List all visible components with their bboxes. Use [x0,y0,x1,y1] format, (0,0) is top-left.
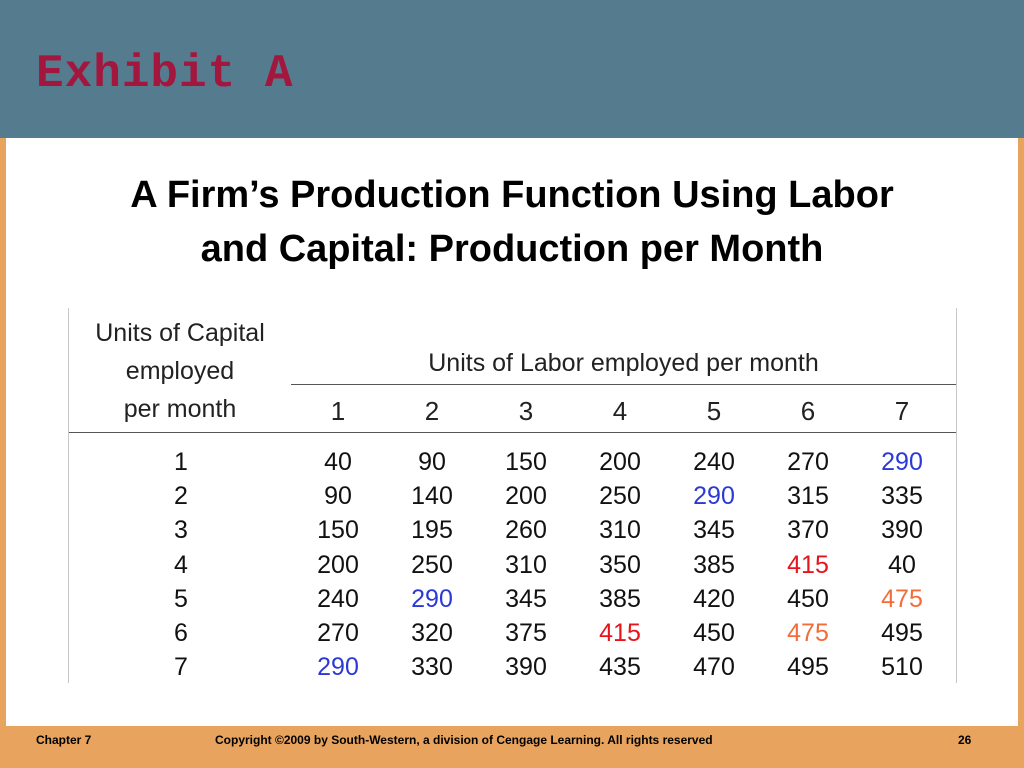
output-cell: 345 [505,584,547,613]
output-cell: 385 [693,550,735,579]
output-cell: 250 [599,482,641,511]
capital-unit-cell: 4 [174,550,188,579]
slide-title: Exhibit A [36,48,294,100]
output-cell: 40 [888,550,916,579]
output-cell: 90 [418,448,446,476]
output-cell: 270 [787,448,829,476]
labor-unit-header: 7 [894,396,910,426]
labor-unit-header: 6 [800,396,816,426]
output-cell: 90 [324,482,352,511]
output-cell: 435 [599,653,641,682]
output-cell: 510 [881,653,923,682]
subtitle-line-2: and Capital: Production per Month [200,228,824,270]
copyright-notice: Copyright ©2009 by South-Western, a division of Cengage Learning. All rights reserved [215,733,713,747]
capital-unit-cell: 2 [174,482,188,511]
output-cell: 290 [693,482,735,511]
output-cell: 450 [787,584,829,613]
output-cell: 250 [411,550,453,579]
output-cell: 420 [693,584,735,613]
output-cell: 240 [693,448,735,476]
output-cell: 150 [317,516,359,545]
slide-header [0,0,1024,138]
output-cell: 495 [787,653,829,682]
output-cell: 450 [693,619,735,647]
output-cell: 240 [317,584,359,613]
capital-header-line: Units of Capital [95,319,265,347]
production-table [68,308,957,683]
output-cell: 315 [787,482,829,511]
output-cell: 40 [324,448,352,476]
output-cell: 495 [881,619,923,647]
output-cell: 290 [317,653,359,682]
labor-unit-header: 3 [518,396,534,426]
slide-content [6,138,1018,726]
capital-unit-cell: 3 [174,516,188,545]
output-cell: 335 [881,482,923,511]
output-cell: 370 [787,516,829,545]
output-cell: 200 [505,482,547,511]
output-cell: 470 [693,653,735,682]
capital-unit-cell: 5 [174,584,188,613]
output-cell: 310 [599,516,641,545]
output-cell: 415 [787,550,829,579]
subtitle-line-1: A Firm’s Production Function Using Labor [130,174,894,216]
output-cell: 150 [505,448,547,476]
capital-header-line: employed [125,357,235,385]
output-cell: 290 [411,584,453,613]
output-cell: 200 [317,550,359,579]
labor-header-rule [291,384,956,385]
output-cell: 270 [317,619,359,647]
output-cell: 290 [881,448,923,476]
output-cell: 140 [411,482,453,511]
slide-subtitle [6,168,1018,276]
labor-unit-header: 5 [706,396,722,426]
output-cell: 330 [411,653,453,682]
chapter-label: Chapter 7 [36,733,92,747]
output-cell: 375 [505,619,547,647]
labor-unit-header: 4 [612,396,628,426]
labor-header: Units of Labor employed per month [428,349,819,377]
output-cell: 310 [505,550,547,579]
capital-unit-cell: 1 [174,448,188,476]
capital-unit-cell: 7 [174,653,188,682]
output-cell: 390 [505,653,547,682]
labor-unit-header: 1 [330,396,346,426]
output-cell: 475 [787,619,829,647]
output-cell: 415 [599,619,641,647]
capital-unit-cell: 6 [174,619,188,647]
output-cell: 260 [505,516,547,545]
labor-unit-header: 2 [424,396,440,426]
slide-footer [0,726,1024,768]
output-cell: 345 [693,516,735,545]
output-cell: 320 [411,619,453,647]
page-number: 26 [958,733,972,747]
output-cell: 390 [881,516,923,545]
output-cell: 385 [599,584,641,613]
output-cell: 195 [411,516,453,545]
output-cell: 200 [599,448,641,476]
capital-header-line: per month [123,395,237,423]
output-cell: 350 [599,550,641,579]
header-bottom-rule [69,432,956,433]
capital-column-header [69,314,291,428]
output-cell: 475 [881,584,923,613]
